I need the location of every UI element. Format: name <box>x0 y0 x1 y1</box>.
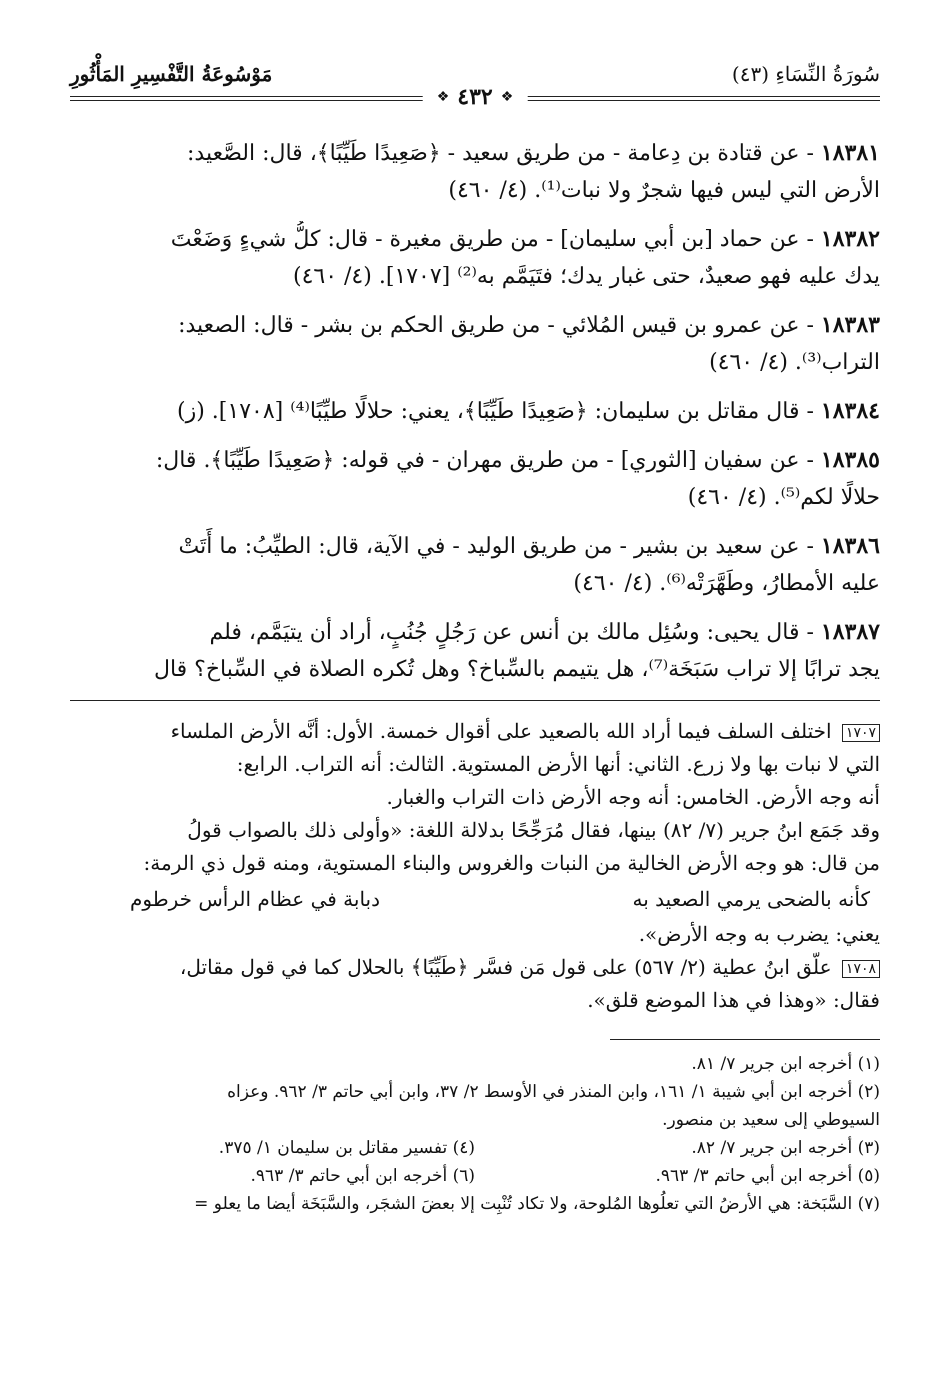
entry-number: ١٨٣٨٣ <box>820 312 880 338</box>
narration-entry <box>70 614 880 688</box>
entry-number: ١٨٣٨٧ <box>820 619 880 645</box>
entry-line: التراب⁽³⁾. (٤/ ٤٦٠) <box>709 350 880 375</box>
book-title: مَوْسُوعَةُ التَّفْسِيرِ المَأْثُورِ <box>70 62 273 86</box>
entry-line <box>70 135 880 172</box>
entry-line: يدك عليه فهو صعيدٌ، حتى غبار يدك؛ فتَيَمَّم به⁽²⁾ [١٧٠٧]. (٤/ ٤٦٠) <box>292 264 880 289</box>
narration-entry <box>70 393 880 430</box>
footnote: (٥) أخرجه ابن أبي حاتم ٣/ ٩٦٣. <box>655 1166 880 1186</box>
commentary-line: يعني: يضرب به وجه الأرض». <box>638 922 880 946</box>
footnote: (٢) أخرجه ابن أبي شيبة ١/ ١٦١، وابن المنذر في الأوسط ٢/ ٣٧، وابن أبي حاتم ٣/ ٩٦٢. وعزاه <box>227 1082 880 1102</box>
entry-line: حلالًا لكم⁽⁵⁾. (٤/ ٤٦٠) <box>687 485 880 510</box>
commentary-text: علّق ابنُ عطية (٢/ ٥٦٧) على قول مَن فسَّر ﴿طَيِّبًا﴾ بالحلال كما في قول مقاتل، <box>179 955 832 979</box>
entry-number: ١٨٣٨٤ <box>820 398 880 424</box>
footnote-row <box>70 1162 880 1190</box>
entry-line <box>70 442 880 479</box>
footnote: (٤) تفسير مقاتل بن سليمان ١/ ٣٧٥. <box>218 1138 475 1158</box>
commentary-line: وقد جَمَع ابنُ جرير (٧/ ٨٢) بينها، فقال مُرَجِّحًا بدلالة اللغة: «وأولى ذلك بالصواب قولُ <box>187 818 880 842</box>
entry-line <box>70 307 880 344</box>
ornament-icon: ❖ <box>436 89 450 105</box>
page-header <box>70 60 880 122</box>
commentary-line: فقال: «وهذا في هذا الموضع قلق». <box>587 988 880 1012</box>
commentary-divider <box>70 700 880 701</box>
commentary-line: التي لا نبات بها ولا زرع. الثاني: أنها الأرض المستوية. الثالث: أنه التراب. الرابع: <box>236 752 880 776</box>
entry-number: ١٨٣٨٦ <box>820 533 880 559</box>
entry-line <box>70 393 880 430</box>
entry-number: ١٨٣٨٥ <box>820 447 880 473</box>
entry-text: - عن سعيد بن بشير - من طريق الوليد - في الآية، قال: الطيِّبُ: ما أَتَتْ <box>178 534 814 559</box>
poem-second-hemistich: دبابة في عظام الرأس خرطوم <box>130 887 381 911</box>
commentary-text: اختلف السلف فيما أراد الله بالصعيد على أقوال خمسة. الأول: أنَّه الأرض الملساء <box>170 719 832 743</box>
poem-first-hemistich: كأنه بالضحى يرمي الصعيد به <box>632 887 870 911</box>
narration-entry <box>70 307 880 381</box>
page-number: ٤٣٢ <box>457 84 493 110</box>
entry-line: الأرض التي ليس فيها شجرٌ ولا نبات⁽¹⁾. (٤/ ٤٦٠) <box>448 178 880 203</box>
page-body <box>70 135 880 1218</box>
footnote-divider <box>610 1039 880 1040</box>
footnote: السيوطي إلى سعيد بن منصور. <box>662 1110 880 1130</box>
footnote: (١) أخرجه ابن جرير ٧/ ٨١. <box>691 1054 880 1074</box>
entry-text: - عن حماد [بن أبي سليمان] - من طريق مغيرة - قال: كلُّ شيءٍ وَضَعْتَ <box>170 227 814 252</box>
ornament-icon: ❖ <box>500 89 514 105</box>
entry-line: عليه الأمطارُ، وطَهَّرَتْه⁽⁶⁾. (٤/ ٤٦٠) <box>573 571 880 596</box>
commentary-line <box>70 715 880 748</box>
narration-entry <box>70 528 880 602</box>
footnote-row <box>70 1134 880 1162</box>
page-number-block <box>423 84 528 110</box>
entry-number: ١٨٣٨٢ <box>820 226 880 252</box>
narration-entry <box>70 221 880 295</box>
commentary-line: أنه وجه الأرض. الخامس: أنه وجه الأرض ذات التراب والغبار. <box>386 785 880 809</box>
entry-text: - عن قتادة بن دِعامة - من طريق سعيد - ﴿صَعِيدًا طَيِّبًا﴾، قال: الصَّعيد: <box>186 141 814 166</box>
entry-number: ١٨٣٨١ <box>820 140 880 166</box>
commentary-line <box>70 951 880 984</box>
entry-line: يجد ترابًا إلا تراب سَبَخَة⁽⁷⁾، هل يتيمم بالسِّباخ؟ وهل تُكره الصلاة في السِّباخ؟ قال <box>153 657 880 682</box>
entry-line <box>70 614 880 651</box>
entry-line <box>70 221 880 258</box>
footnote: (٦) أخرجه ابن أبي حاتم ٣/ ٩٦٣. <box>250 1166 475 1186</box>
entry-text: - عن سفيان [الثوري] - من طريق مهران - في قوله: ﴿صَعِيدًا طَيِّبًا﴾. قال: <box>155 448 814 473</box>
poem-verse <box>70 880 880 918</box>
commentary-number-box: ١٧٠٨ <box>842 960 880 978</box>
footnote: (٣) أخرجه ابن جرير ٧/ ٨٢. <box>691 1138 880 1158</box>
footnotes <box>70 1050 880 1218</box>
narration-entry <box>70 135 880 209</box>
entry-text: - قال مقاتل بن سليمان: ﴿صَعِيدًا طَيِّبًا﴾، يعني: حلالًا طيِّبًا⁽⁴⁾ [١٧٠٨]. (ز) <box>177 399 814 424</box>
footnote: (٧) السَّبَخة: هي الأرضُ التي تعلُوها المُلوحة، ولا تكاد تُنْبِت إلا بعضَ الشجَر، والسَّبَخَة أيضا ما يعلو = <box>194 1194 880 1214</box>
commentary-number-box: ١٧٠٧ <box>842 724 880 742</box>
commentary-block-1707 <box>70 715 880 951</box>
entry-text: - قال يحيى: وسُئِل مالك بن أنس عن رَجُلٍ جُنُبٍ، أراد أن يتيَمَّم، فلم <box>209 620 814 645</box>
entry-line <box>70 528 880 565</box>
commentary-block-1708 <box>70 951 880 1017</box>
narration-entry <box>70 442 880 516</box>
entry-text: - عن عمرو بن قيس المُلائي - من طريق الحكم بن بشر - قال: الصعيد: <box>178 313 814 338</box>
commentary-line: من قال: هو وجه الأرض الخالية من النبات والغروس والبناء المستوية، ومنه قول ذي الرمة: <box>143 851 880 875</box>
surah-title: سُورَةُ النِّسَاءِ (٤٣) <box>731 62 880 86</box>
